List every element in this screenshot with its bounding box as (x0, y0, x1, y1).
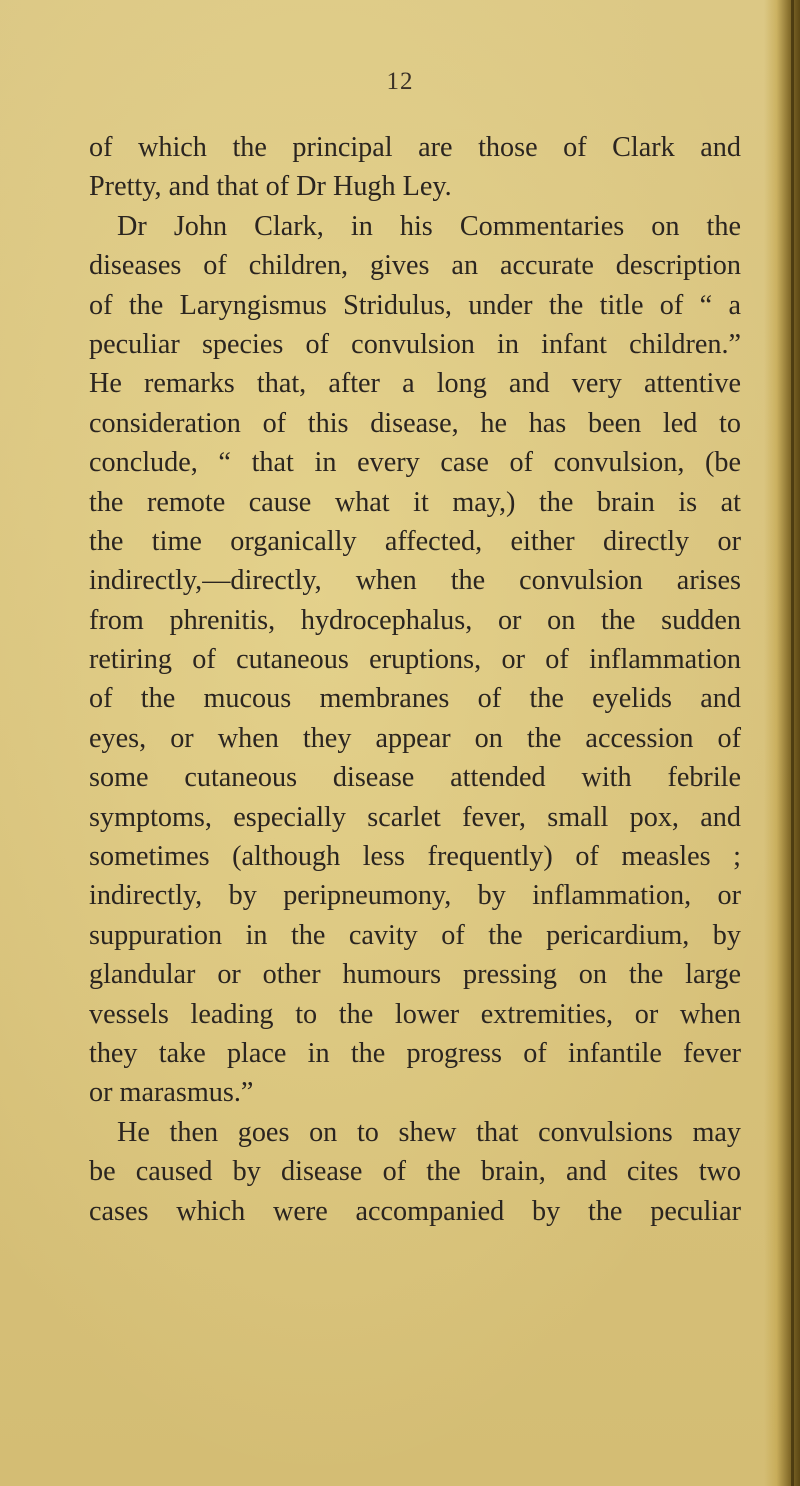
text-line: vessels leading to the lower extremities, or when (89, 998, 741, 1030)
text-line: cases which were accompanied by the peculiar (89, 1195, 741, 1227)
text-line: symptoms, especially scarlet fever, small pox, and (89, 801, 741, 833)
text-line: peculiar species of convulsion in infant children.” (89, 328, 741, 360)
text-line: suppuration in the cavity of the pericardium, by (89, 919, 741, 951)
text-line: diseases of children, gives an accurate description (89, 250, 741, 282)
text-line: consideration of this disease, he has been led to (89, 407, 741, 439)
text-line: He remarks that, after a long and very attentive (89, 368, 741, 400)
page-edge-shadow (764, 0, 800, 1486)
text-line: Pretty, and that of Dr Hugh Ley. (89, 171, 452, 203)
text-line: they take place in the progress of infantile fever (89, 1037, 741, 1069)
page-number: 12 (386, 68, 414, 95)
text-line: of the Laryngismus Stridulus, under the title of “ a (89, 289, 741, 321)
text-line: conclude, “ that in every case of convulsion, (be (89, 447, 741, 479)
text-line: of the mucous membranes of the eyelids and (89, 683, 741, 715)
text-line: He then goes on to shew that convulsions may (117, 1116, 741, 1148)
text-line: retiring of cutaneous eruptions, or of inflammation (89, 644, 741, 676)
text-line: Dr John Clark, in his Commentaries on the (117, 210, 741, 242)
text-line: sometimes (although less frequently) of measles ; (89, 841, 741, 873)
page-edge-line (791, 0, 794, 1486)
text-line: glandular or other humours pressing on the large (89, 959, 741, 991)
text-line: be caused by disease of the brain, and cites two (89, 1156, 741, 1188)
text-line: from phrenitis, hydrocephalus, or on the sudden (89, 604, 741, 636)
text-line: of which the principal are those of Clark and (89, 132, 741, 163)
text-line: eyes, or when they appear on the accession of (89, 722, 741, 754)
text-line: the time organically affected, either directly or (89, 525, 741, 557)
body-text (89, 128, 741, 1231)
text-line: the remote cause what it may,) the brain is at (89, 486, 741, 518)
text-line: some cutaneous disease attended with febrile (89, 762, 741, 794)
text-line: indirectly,—directly, when the convulsion arises (89, 565, 741, 597)
text-line: indirectly, by peripneumony, by inflammation, or (89, 880, 741, 912)
text-line: or marasmus.” (89, 1077, 254, 1109)
